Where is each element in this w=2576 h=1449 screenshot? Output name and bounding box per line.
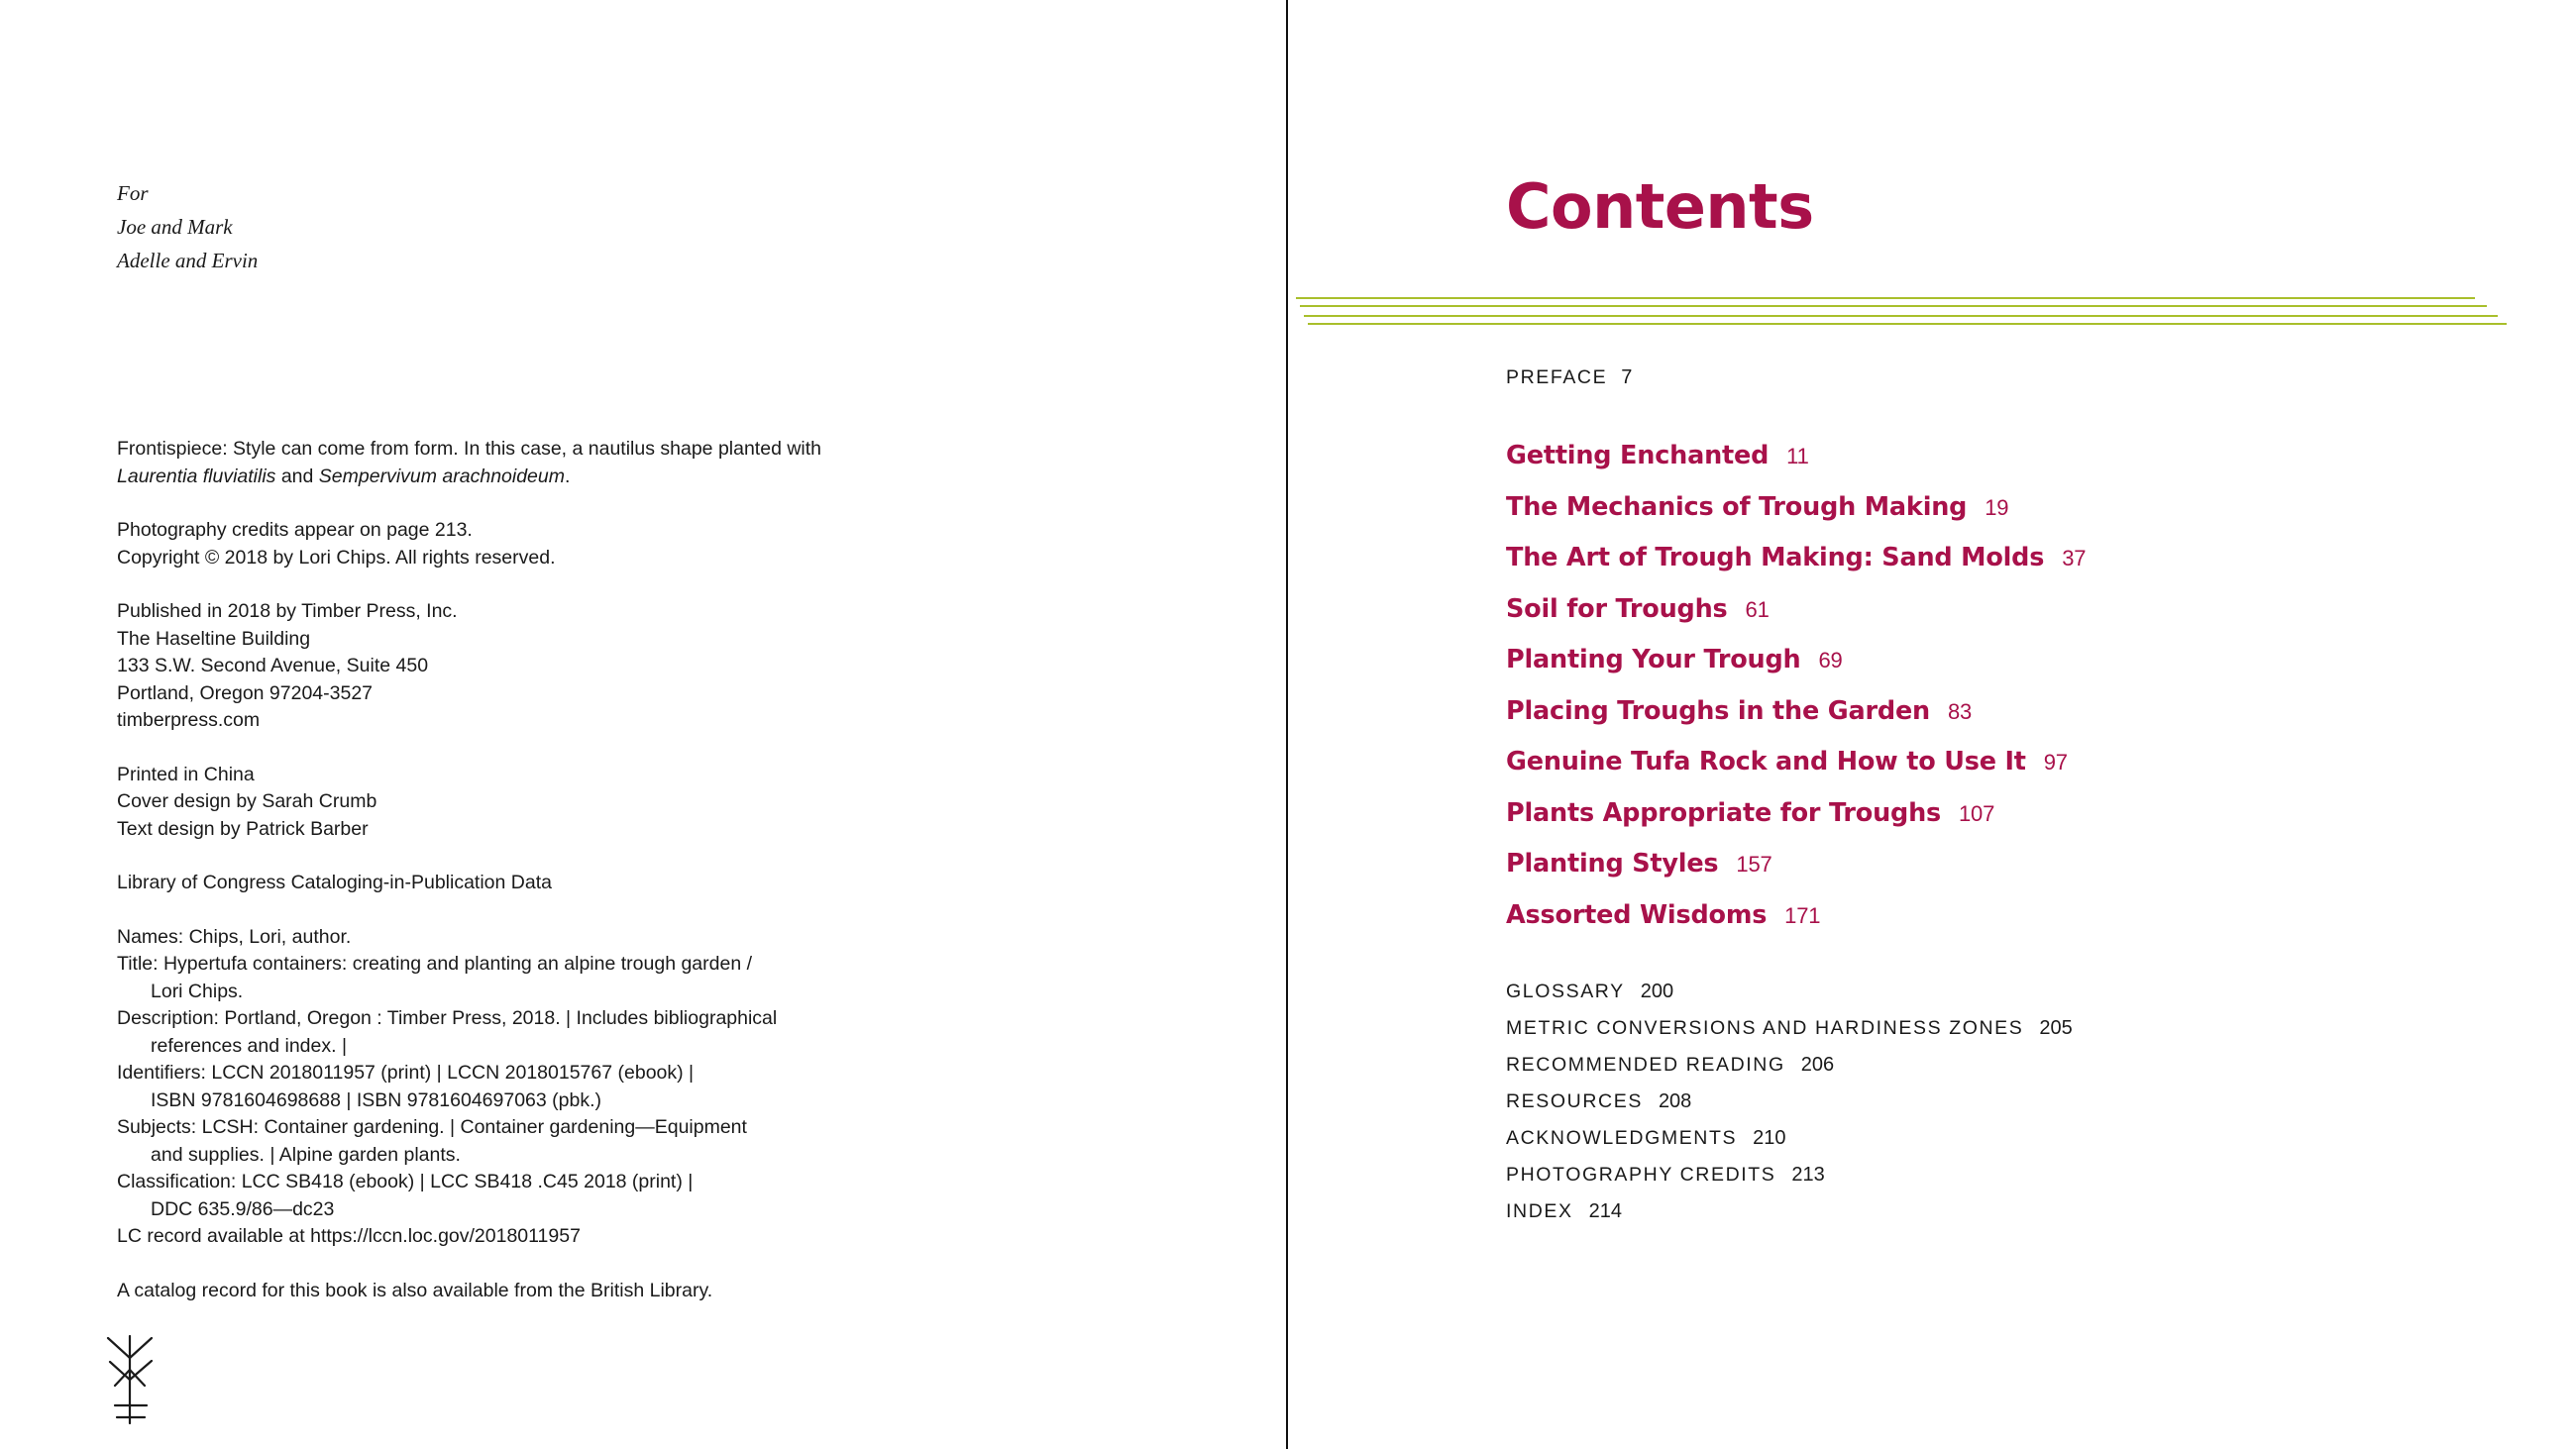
list-item[interactable] [1506,1200,2497,1223]
toc-chapter-page: 83 [1948,698,1973,724]
decorative-rules [1288,297,2507,333]
cip-classification-line-2: DDC 635.9/86—dc23 [151,1197,335,1220]
rule-line-3 [1304,315,2498,317]
list-item[interactable] [1506,543,2497,572]
list-item[interactable] [1506,849,2497,879]
list-item[interactable] [1506,696,2497,726]
publisher-address: 133 S.W. Second Avenue, Suite 450 [117,655,429,676]
publisher-block [117,598,840,735]
list-item[interactable] [1506,1017,2497,1040]
toc-chapter-page: 19 [1985,494,2009,520]
frontispiece-mid: and [275,465,319,487]
toc-backmatter-list [1506,981,2497,1223]
list-item[interactable] [1506,1054,2497,1077]
photography-credits-note: Photography credits appear on page 213. [117,519,473,541]
toc-chapter-label: The Art of Trough Making: Sand Molds [1506,543,2045,572]
toc-back-page: 205 [2039,1016,2073,1039]
rule-line-4 [1308,323,2507,325]
list-item[interactable] [1506,798,2497,828]
list-item[interactable] [1506,747,2497,776]
publisher-city: Portland, Oregon 97204-3527 [117,681,374,704]
toc-preface-label: PREFACE [1506,366,1608,388]
list-item[interactable] [1506,645,2497,674]
dedication-block [117,176,258,277]
toc-chapter-page: 37 [2062,546,2087,570]
cip-identifiers-line-1: Identifiers: LCCN 2018011957 (print) | LCCN 2018015767 (ebook) | [117,1062,695,1084]
credits-and-copyright [117,517,840,571]
toc-chapter-label: Planting Your Trough [1506,645,1801,674]
dedication-line-3: Adelle and Ervin [117,249,259,272]
cip-subjects-line-2: and supplies. | Alpine garden plants. [151,1143,461,1166]
toc-chapter-label: Assorted Wisdoms [1506,899,1768,930]
toc-chapter-label: Soil for Troughs [1506,593,1728,624]
toc-chapter-page: 107 [1959,800,1995,826]
cip-title-line-1: Title: Hypertufa containers: creating and planting an alpine trough garden / [117,953,753,975]
list-item[interactable] [1506,441,2497,470]
toc-chapter-page: 171 [1784,902,1821,928]
british-library-note: A catalog record for this book is also available from the British Library. [117,1279,713,1301]
toc-chapter-page: 97 [2043,750,2068,775]
text-designer: Text design by Patrick Barber [117,817,369,840]
toc-chapter-label: Placing Troughs in the Garden [1506,695,1930,726]
dedication-line-2: Joe and Mark [117,215,233,239]
toc-chapter-list [1506,441,2497,930]
toc-entry-preface[interactable] [1506,366,2497,389]
publisher-building: The Haseltine Building [117,627,311,650]
toc-chapter-label: The Mechanics of Trough Making [1506,491,1968,522]
list-item[interactable] [1506,594,2497,624]
publisher-line: Published in 2018 by Timber Press, Inc. [117,600,458,622]
frontispiece-species-2: Sempervivum arachnoideum [318,465,565,487]
publisher-website: timberpress.com [117,709,261,731]
toc-preface-page: 7 [1621,366,1633,388]
cip-classification-line-1: Classification: LCC SB418 (ebook) | LCC SB418 .C45 2018 (print) | [117,1171,694,1192]
list-item[interactable] [1506,492,2497,522]
frontispiece-species-1: Laurentia fluviatilis [117,465,276,487]
list-item[interactable] [1506,981,2497,1003]
rule-line-2 [1300,305,2487,307]
toc-back-label: ACKNOWLEDGMENTS [1506,1126,1738,1149]
toc-chapter-label: Plants Appropriate for Troughs [1506,797,1942,828]
page-title: Contents [1506,170,1814,243]
toc-back-page: 208 [1658,1089,1692,1112]
toc-chapter-page: 61 [1745,596,1770,622]
toc-back-label: RECOMMENDED READING [1506,1053,1785,1076]
toc-chapter-page: 11 [1786,444,1809,468]
toc-back-label: RESOURCES [1506,1089,1643,1112]
cip-title-line-2: Lori Chips. [151,980,244,1002]
list-item[interactable] [1506,1127,2497,1150]
toc-chapter-label: Getting Enchanted [1506,441,1770,470]
toc-chapter-label: Planting Styles [1506,849,1719,879]
toc-chapter-label: Genuine Tufa Rock and How to Use It [1506,747,2026,776]
list-item[interactable] [1506,1164,2497,1187]
toc-back-label: GLOSSARY [1506,980,1625,1002]
toc-chapter-page: 157 [1736,852,1772,877]
rule-line-1 [1296,297,2475,299]
toc-back-page: 213 [1791,1163,1825,1186]
cover-designer: Cover design by Sarah Crumb [117,790,377,812]
cip-description-line-1: Description: Portland, Oregon : Timber Press, 2018. | Includes bibliographical [117,1007,778,1029]
dedication-line-1: For [117,181,149,205]
contents-page [1288,0,2576,1449]
copyright-text-block [117,436,840,1331]
toc-back-page: 200 [1640,980,1674,1002]
cip-names: Names: Chips, Lori, author. [117,925,352,948]
toc-chapter-page: 69 [1818,648,1843,673]
tree-colophon-icon [95,1328,164,1427]
list-item[interactable] [1506,900,2497,930]
cip-block [117,924,840,1251]
cip-lc-record: LC record available at https://lccn.loc.gov/2018011957 [117,1225,581,1247]
lc-heading: Library of Congress Cataloging-in-Publication Data [117,872,552,893]
frontispiece-suffix: . [565,465,571,487]
copyright-notice: Copyright © 2018 by Lori Chips. All rights reserved. [117,546,556,569]
toc-back-page: 214 [1588,1199,1622,1222]
list-item[interactable] [1506,1090,2497,1113]
toc-back-page: 206 [1800,1053,1835,1076]
frontispiece-note [117,436,840,490]
cip-description-line-2: references and index. | [151,1034,348,1057]
production-block [117,762,840,844]
toc-back-label: METRIC CONVERSIONS AND HARDINESS ZONES [1506,1016,2024,1039]
table-of-contents [1506,366,2497,1237]
cip-subjects-line-1: Subjects: LCSH: Container gardening. | Container gardening—Equipment [117,1116,747,1138]
toc-back-label: PHOTOGRAPHY CREDITS [1506,1163,1776,1186]
frontispiece-prefix: Frontispiece: Style can come from form. In this case, a nautilus shape planted with [117,438,822,460]
toc-back-label: INDEX [1506,1199,1573,1222]
printed-in: Printed in China [117,763,255,785]
toc-back-page: 210 [1753,1126,1786,1149]
cip-identifiers-line-2: ISBN 9781604698688 | ISBN 9781604697063 (pbk.) [151,1088,601,1111]
